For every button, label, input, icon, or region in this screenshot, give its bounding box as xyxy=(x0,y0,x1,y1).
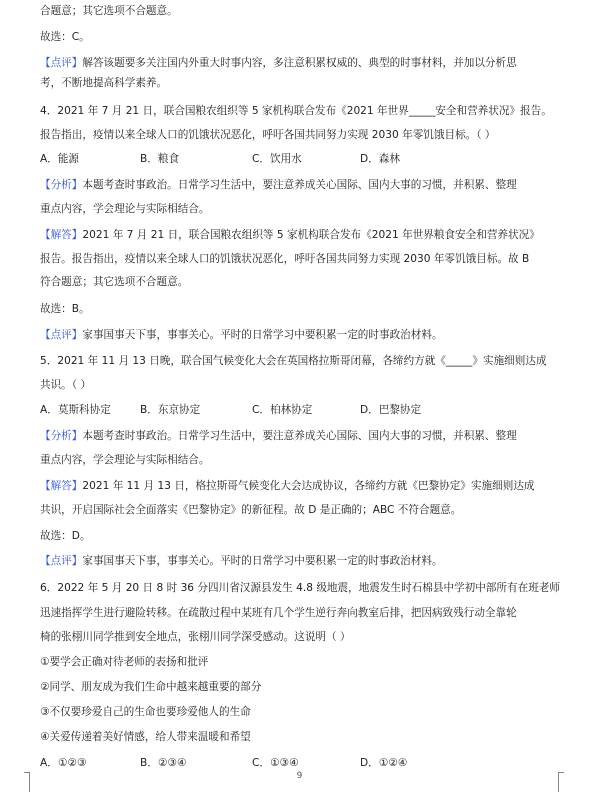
analysis-line: 【分析】本题考查时事政治。日常学习生活中，要注意养成关心国际、国内大事的习惯，并积累、整理 xyxy=(40,179,517,191)
page-corner-mark xyxy=(558,772,564,773)
option-c: C．柏林协定 xyxy=(252,404,313,416)
comment-line: 【点评】家事国事天下事，事事关心。平时的日常学习中要积累一定的时事政治材料。 xyxy=(40,555,443,567)
option-b: B．东京协定 xyxy=(140,404,201,416)
option-d: D．①②④ xyxy=(360,757,408,769)
answer-line: 故选：B。 xyxy=(40,303,90,315)
solution-tag: 【解答】 xyxy=(40,480,83,492)
option-a: A．莫斯科协定 xyxy=(40,404,111,416)
text-line: 符合题意；其它选项不合题意。 xyxy=(40,276,189,288)
text-line: 合题意；其它选项不合题意。 xyxy=(40,5,178,17)
comment-tag: 【点评】 xyxy=(40,555,83,567)
statement-4: ④关爱传递着美好情感，给人带来温暖和希望 xyxy=(40,731,251,743)
page-corner-mark xyxy=(29,772,30,792)
text-line: 重点内容，学会理论与实际相结合。 xyxy=(40,203,210,215)
page-corner-mark xyxy=(558,772,559,792)
page-corner-mark xyxy=(24,772,30,773)
text-line: 考，不断地提高科学素养。 xyxy=(40,77,168,89)
comment-tag: 【点评】 xyxy=(40,329,83,341)
answer-line: 故选：C。 xyxy=(40,31,90,43)
option-d: D．巴黎协定 xyxy=(360,404,422,416)
question-5-options xyxy=(40,403,570,417)
option-b: B．粮食 xyxy=(140,153,180,165)
comment-line: 【点评】解答该题要多关注国内外重大时事内容，多注意积累权威的、典型的时事材料，并加以分析思 xyxy=(40,57,517,69)
question-5-stem: 5．2021 年 11 月 13 日晚，联合国气候变化大会在英国格拉斯哥闭幕，各缔约方就《_____》实施细则达成 xyxy=(40,355,547,367)
question-4-options xyxy=(40,152,570,166)
comment-tag: 【点评】 xyxy=(40,57,83,69)
solution-line: 【解答】2021 年 7 月 21 日，联合国粮农组织等 5 家机构联合发布《2021 年世界粮食安全和营养状况》 xyxy=(40,229,540,241)
option-b: B．②③④ xyxy=(140,757,187,769)
text-line: 共识，开启国际社会全面落实《巴黎协定》的新征程。故 D 是正确的；ABC 不符合题意。 xyxy=(40,504,462,516)
question-6-stem-cont: 椅的张栩川同学推到安全地点，张栩川同学深受感动。这说明（ ） xyxy=(40,631,351,643)
page-number: 9 xyxy=(296,771,303,781)
answer-line: 故选：D。 xyxy=(40,530,91,542)
question-6-stem-cont: 迅速指挥学生进行避险转移。在疏散过程中某班有几个学生逆行奔向教室后排，把因病致残行动全靠轮 xyxy=(40,607,517,619)
option-a: A．①②③ xyxy=(40,757,87,769)
option-c: C．①③④ xyxy=(252,757,299,769)
comment-line: 【点评】家事国事天下事，事事关心。平时的日常学习中要积累一定的时事政治材料。 xyxy=(40,329,443,341)
statement-2: ②同学、朋友成为我们生命中越来越重要的部分 xyxy=(40,681,262,693)
analysis-tag: 【分析】 xyxy=(40,179,83,191)
text-line: 重点内容，学会理论与实际相结合。 xyxy=(40,454,210,466)
question-5-stem-cont: 共识。（ ） xyxy=(40,379,92,391)
question-4-stem-cont: 报告指出，疫情以来全球人口的饥饿状况恶化，呼吁各国共同努力实现 2030 年零饥饿目标。（ ） xyxy=(40,129,496,141)
analysis-tag: 【分析】 xyxy=(40,430,83,442)
question-4-stem: 4．2021 年 7 月 21 日，联合国粮农组织等 5 家机构联合发布《2021 年世界_____安全和营养状况》报告。 xyxy=(40,105,552,117)
analysis-line: 【分析】本题考查时事政治。日常学习生活中，要注意养成关心国际、国内大事的习惯，并积累、整理 xyxy=(40,430,517,442)
solution-tag: 【解答】 xyxy=(40,229,83,241)
option-d: D．森林 xyxy=(360,153,400,165)
solution-line: 【解答】2021 年 11 月 13 日，格拉斯哥气候变化大会达成协议，各缔约方就《巴黎协定》实施细则达成 xyxy=(40,480,535,492)
option-c: C．饮用水 xyxy=(252,153,302,165)
question-6-stem: 6．2022 年 5 月 20 日 8 时 36 分四川省汉源县发生 4.8 级地震，地震发生时石棉县中学初中部所有在班老师 xyxy=(40,582,560,594)
option-a: A．能源 xyxy=(40,153,80,165)
question-6-options xyxy=(40,756,570,770)
text-line: 报告。报告指出，疫情以来全球人口的饥饿状况恶化，呼吁各国共同努力实现 2030 年零饥饿目标。故 B xyxy=(40,253,530,265)
statement-1: ①要学会正确对待老师的表扬和批评 xyxy=(40,656,209,668)
statement-3: ③不仅要珍爱自己的生命也要珍爱他人的生命 xyxy=(40,706,251,718)
